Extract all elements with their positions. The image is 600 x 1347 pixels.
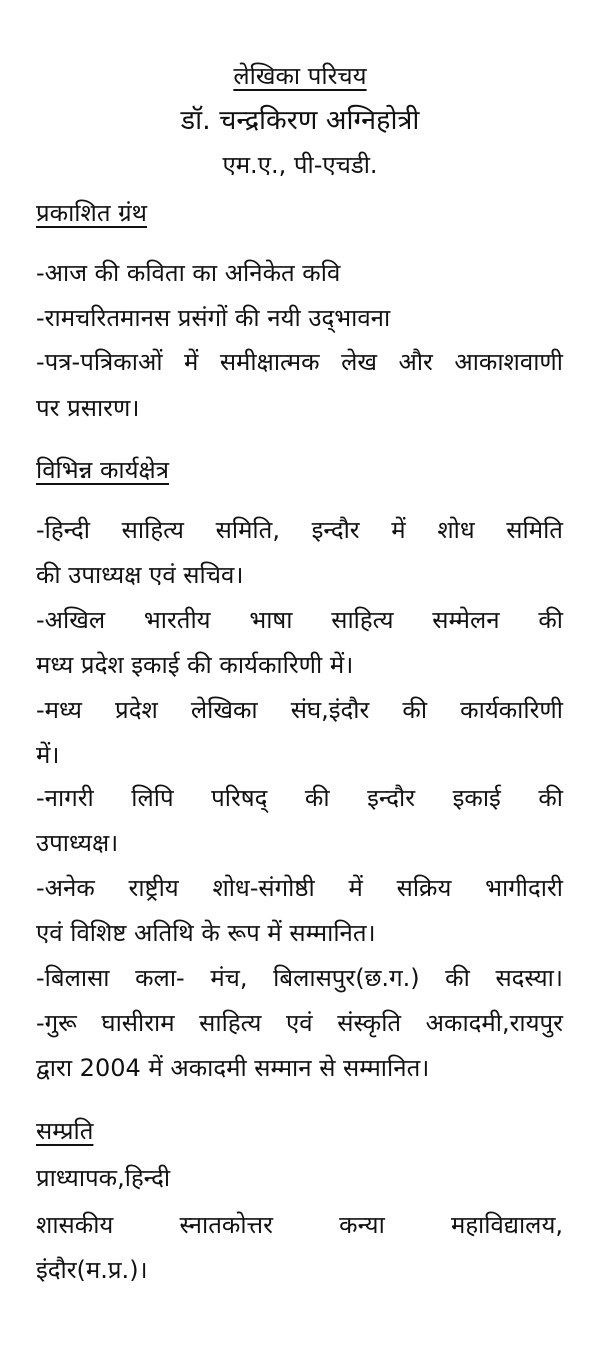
published-item: -आज की कविता का अनिकेत कवि (36, 259, 341, 287)
author-degrees: एम.ए., पी-एचडी. (222, 151, 378, 179)
current-line: शासकीय स्नातकोत्तर कन्या महाविद्यालय, (36, 1211, 563, 1239)
work-line: -अनेक राष्ट्रीय शोध-संगोष्ठी में सक्रिय भागीदारी (36, 874, 563, 902)
current-line: प्राध्यापक,हिन्दी (36, 1164, 171, 1192)
work-line: -अखिल भारतीय भाषा साहित्य सम्मेलन की (36, 606, 563, 634)
work-line: -मध्य प्रदेश लेखिका संघ,इंदौर की कार्यकारिणी (36, 696, 563, 724)
author-name: डॉ. चन्द्रकिरण अग्निहोत्री (180, 105, 420, 136)
work-line: -गुरू घासीराम साहित्य एवं संस्कृति अकादमी,रायपुर (36, 1009, 563, 1037)
work-line: मध्य प्रदेश इकाई की कार्यकारिणी में। (36, 651, 354, 679)
work-heading: विभिन्न कार्यक्षेत्र (36, 456, 169, 484)
page-title: लेखिका परिचय (233, 62, 367, 90)
current-heading: सम्प्रति (36, 1117, 94, 1145)
work-line: उपाध्यक्ष। (36, 829, 119, 857)
published-item: -रामचरितमानस प्रसंगों की नयी उद्‌भावना (36, 304, 391, 332)
work-line: द्वारा 2004 में अकादमी सम्मान से सम्मानित। (36, 1054, 430, 1082)
work-line: -हिन्दी साहित्य समिति, इन्दौर में शोध समिति (36, 516, 563, 544)
work-line: -नागरी लिपि परिषद् की इन्दौर इकाई की (36, 784, 563, 812)
work-line: -बिलासा कला- मंच, बिलासपुर(छ.ग.) की सदस्या। (36, 964, 563, 992)
work-line: में। (36, 741, 60, 769)
work-line: एवं विशिष्ट अतिथि के रूप में सम्मानित। (36, 919, 376, 947)
published-item: -पत्र-पत्रिकाओं में समीक्षात्मक लेख और आकाशवाणी (36, 348, 563, 376)
published-heading: प्रकाशित ग्रंथ (36, 199, 148, 227)
published-item: पर प्रसारण। (36, 394, 140, 422)
current-line: इंदौर(म.प्र.)। (36, 1256, 148, 1284)
work-line: की उपाध्यक्ष एवं सचिव। (36, 561, 244, 589)
